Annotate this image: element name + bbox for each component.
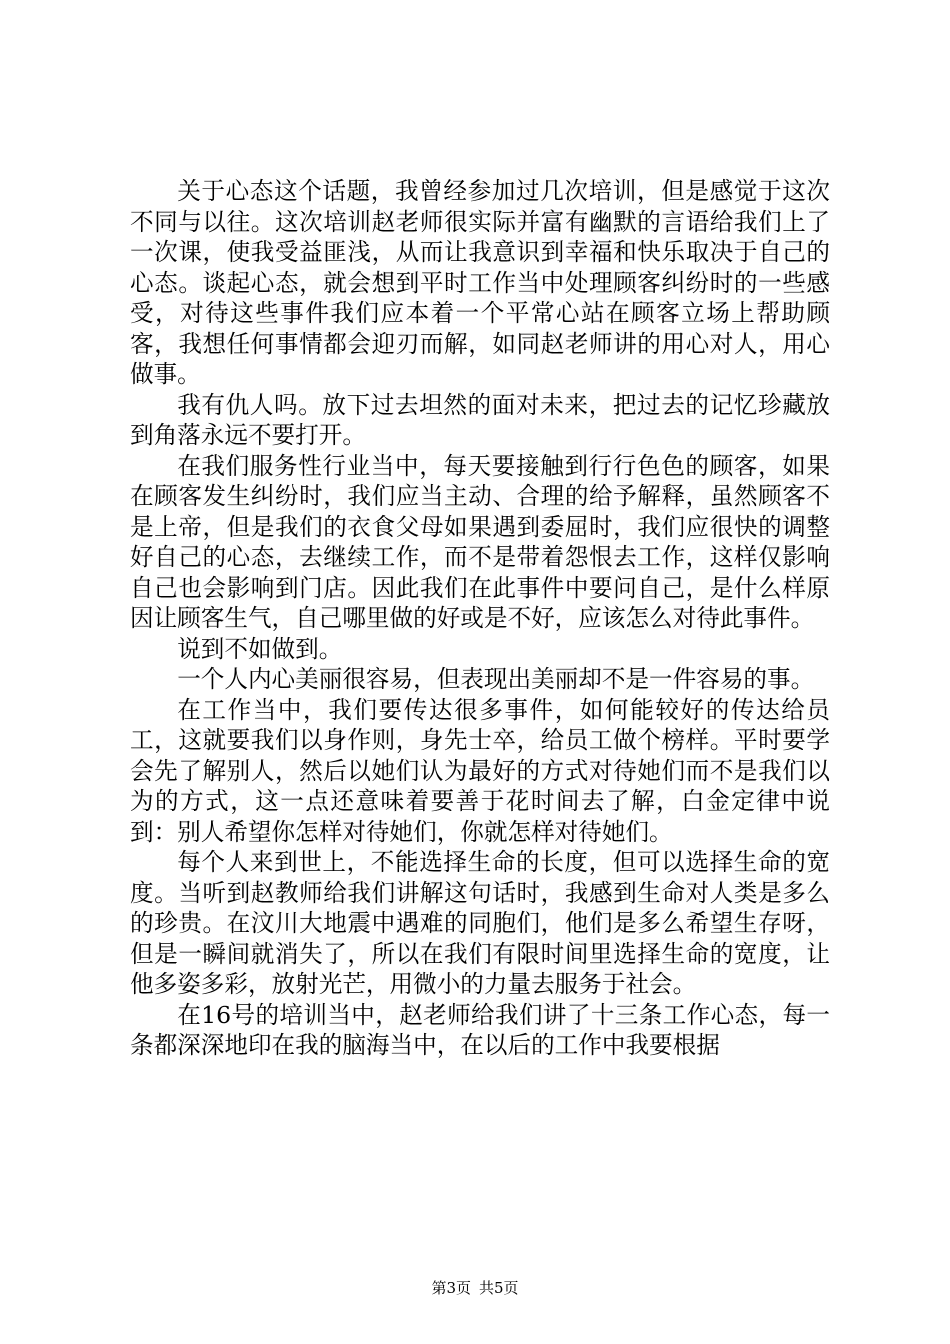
paragraph-service-industry: 在我们服务性行业当中，每天要接触到行行色色的顾客，如果在顾客发生纠纷时，我们应当主动、合理的给予解释，虽然顾客不是上帝，但是我们的衣食父母如果遇到委屈时，我们应很快的调整好自己的心态，去继续工作，而不是带着怨恨去工作，这样仅影响自己也会影响到门店。因此我们在此事件中要问自己，是什么样原因让顾客生气，自己哪里做的好或是不好，应该怎么对待此事件。	[130, 451, 830, 632]
page-number: 第3页	[431, 1279, 471, 1297]
paragraph-actions: 说到不如做到。	[177, 634, 343, 663]
paragraph-enemies: 我有仇人吗。放下过去坦然的面对未来，把过去的记忆珍藏放到角落永远不要打开。	[130, 390, 830, 449]
page-total: 共5页	[479, 1279, 519, 1297]
paragraph-communication: 在工作当中，我们要传达很多事件，如何能较好的传达给员工，这就要我们以身作则，身先士卒，给员工做个榜样。平时要学会先了解别人，然后以她们认为最好的方式对待她们而不是我们以为的方式，这一点还意味着要善于花时间去了解，白金定律中说到：别人希望你怎样对待她们，你就怎样对待她们。	[130, 695, 830, 846]
paragraph-mindset-topic: 关于心态这个话题，我曾经参加过几次培训，但是感觉于这次不同与以往。这次培训赵老师很实际并富有幽默的言语给我们上了一次课，使我受益匪浅，从而让我意识到幸福和快乐取决于自己的心态。谈起心态，就会想到平时工作当中处理顾客纠纷时的一些感受，对待这些事件我们应本着一个平常心站在顾客立场上帮助顾客，我想任何事情都会迎刃而解，如同赵老师讲的用心对人，用心做事。	[130, 177, 830, 388]
document-body	[130, 176, 830, 1061]
paragraph-life-width: 每个人来到世上，不能选择生命的长度，但可以选择生命的宽度。当听到赵教师给我们讲解这句话时，我感到生命对人类是多么的珍贵。在汶川大地震中遇难的同胞们，他们是多么希望生存呀，但是一瞬间就消失了，所以在我们有限时间里选择生命的宽度，让他多姿多彩，放射光芒，用微小的力量去服务于社会。	[130, 848, 830, 998]
paragraph-inner-beauty: 一个人内心美丽很容易，但表现出美丽却不是一件容易的事。	[177, 665, 815, 693]
page-footer	[0, 1278, 950, 1298]
paragraph-training-16: 在16号的培训当中，赵老师给我们讲了十三条工作心态，每一条都深深地印在我的脑海当中，在以后的工作中我要根据	[130, 1000, 830, 1059]
